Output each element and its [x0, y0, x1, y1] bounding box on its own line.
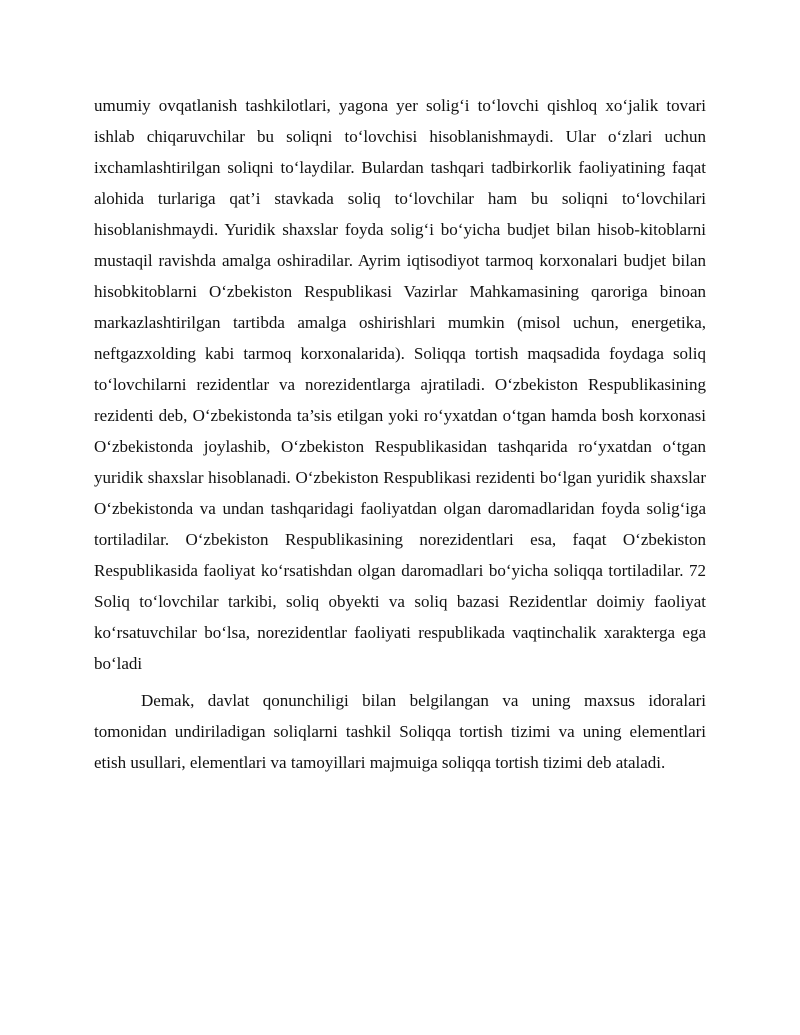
body-paragraph-1: umumiy ovqatlanish tashkilotlari, yagona yer solig‘i to‘lovchi qishloq xo‘jalik tovari ishlab chiqaruvchilar bu soliqni to‘lovchisi hisoblanishmaydi. Ular o‘zlari uchun ixchamlashtirilgan soliqni to‘laydilar. Bulardan tashqari tadbirkorlik faoliyatining faqat alohida turlariga qat’i stavkada soliq to‘lovchilar ham bu soliqni to‘lovchilari hisoblanishmaydi. Yuridik shaxslar foyda solig‘i bo‘yicha budjet bilan hisob-kitoblarni mustaqil ravishda amalga oshiradilar. Ayrim iqtisodiyot tarmoq korxonalari budjet bilan hisobkitoblarni O‘zbekiston Respublikasi Vazirlar Mahkamasining qaroriga binoan markazlashtirilgan tartibda amalga oshirishlari mumkin (misol uchun, energetika, neftgazxolding kabi tarmoq korxonalarida). Soliqqa tortish maqsadida foydaga soliq to‘lovchilarni rezidentlar va norezidentlarga ajratiladi. O‘zbekiston Respublikasining rezidenti deb, O‘zbekistonda ta’sis etilgan yoki ro‘yxatdan o‘tgan hamda bosh korxonasi O‘zbekistonda joylashib, O‘zbekiston Respublikasidan tashqarida ro‘yxatdan o‘tgan yuridik shaxslar hisoblanadi. O‘zbekiston Respublikasi rezidenti bo‘lgan yuridik shaxslar O‘zbekistonda va undan tashqaridagi faoliyatdan olgan daromadlaridan foyda solig‘iga tortiladilar. O‘zbekiston Respublikasining norezidentlari esa, faqat O‘zbekiston Respublikasida faoliyat ko‘rsatishdan olgan daromadlari bo‘yicha soliqqa tortiladilar. 72 Soliq to‘lovchilar tarkibi, soliq obyekti va soliq bazasi Rezidentlar doimiy faoliyat ko‘rsatuvchilar bo‘lsa, norezidentlar faoliyati respublikada vaqtinchalik xarakterga ega bo‘ladi: [94, 96, 706, 673]
body-paragraph-2: Demak, davlat qonunchiligi bilan belgilangan va uning maxsus idoralari tomonidan undiriladigan soliqlarni tashkil Soliqqa tortish tizimi va uning elementlari etish usullari, elementlari va tamoyillari majmuiga soliqqa tortish tizimi deb ataladi.: [94, 691, 706, 772]
document-page: [94, 90, 706, 778]
